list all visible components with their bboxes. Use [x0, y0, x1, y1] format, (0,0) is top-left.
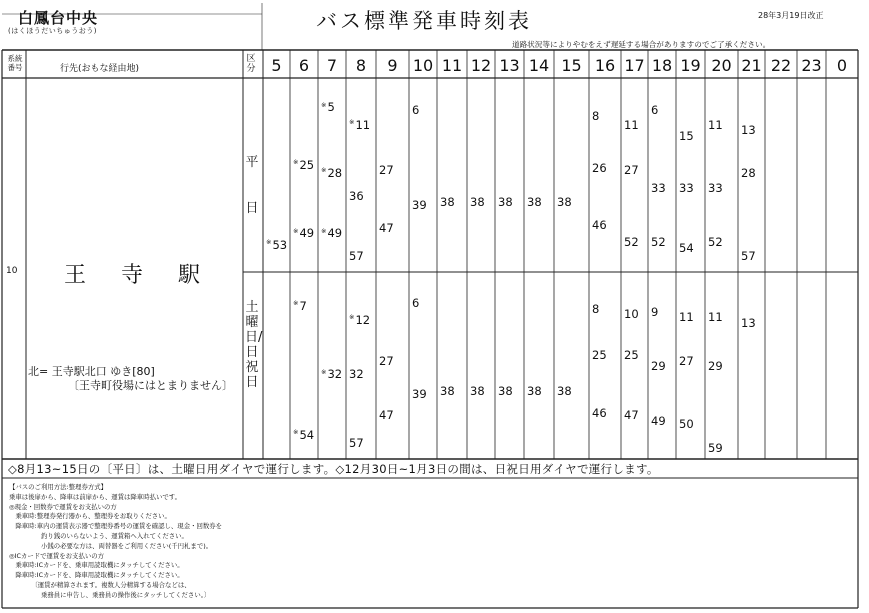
departure-minute: 33: [651, 180, 666, 195]
revision-date: 28年3月19日改正: [758, 11, 824, 20]
departure-17-52: [624, 235, 639, 249]
destination-header: 行先(おもな経由地): [60, 64, 140, 74]
departure-minute: 49: [651, 413, 666, 428]
departure-minute: 38: [527, 194, 542, 209]
departure-19-50: [679, 417, 694, 431]
departure-8-32: [349, 367, 364, 381]
departure-minute: 36: [349, 189, 364, 204]
departure-18-29: [651, 359, 666, 373]
note-mark: ※: [293, 427, 299, 436]
hour-header-17: 17: [624, 56, 645, 75]
departure-minute: 38: [470, 383, 485, 398]
note-mark: ※: [293, 226, 299, 235]
departure-minute: 12: [355, 312, 371, 327]
note-mark: ※: [293, 299, 299, 308]
departure-minute: 38: [498, 383, 513, 398]
departure-minute: 38: [527, 383, 542, 398]
hour-header-14: 14: [528, 56, 550, 75]
fare-info-line: 【バスのご利用方法:整理券方式】: [9, 483, 108, 491]
departure-20-29: [708, 359, 723, 373]
departure-17-47: [624, 408, 639, 422]
departure-minute: 10: [624, 307, 639, 322]
note-mark: ※: [321, 226, 327, 235]
departure-21-28: [741, 166, 756, 180]
departure-minute: 39: [412, 197, 427, 212]
departure-6-54: [293, 428, 314, 442]
departure-minute: 7: [299, 299, 307, 314]
departure-18-9: [651, 305, 658, 319]
departure-minute: 54: [299, 427, 315, 442]
departure-7-32: [321, 367, 342, 381]
departure-12-38: [470, 195, 485, 209]
departure-minute: 11: [679, 310, 694, 325]
departure-minute: 15: [679, 129, 694, 143]
hour-header-21: 21: [741, 56, 762, 75]
departure-minute: 52: [624, 235, 639, 250]
departure-minute: 25: [624, 348, 639, 363]
fare-info-line: 乗車は後扉から、降車は前扉から、運賃は降車時払いです。: [9, 492, 182, 501]
departure-16-25: [592, 348, 607, 362]
note-mark: ※: [266, 238, 272, 247]
departure-11-38: [440, 195, 455, 209]
stop-reading: (はくほうだいちゅうおう): [8, 27, 97, 35]
departure-minute: 29: [651, 359, 666, 374]
route-number: 10: [6, 266, 18, 276]
hour-header-12: 12: [470, 56, 492, 75]
departure-16-8: [592, 109, 599, 123]
departure-6-25: [293, 158, 314, 172]
departure-minute: 8: [592, 108, 600, 123]
departure-15-38: [557, 195, 572, 209]
departure-minute: 49: [327, 226, 343, 241]
departure-minute: 9: [651, 304, 659, 319]
via-line-2: 〔王寺町役場にはとまりません〕: [68, 379, 233, 392]
holiday-label: 土曜日/日祝日: [245, 300, 263, 390]
departure-18-49: [651, 414, 666, 428]
departure-minute: 47: [379, 220, 394, 235]
fare-info-line: 〔運賃が精算されます。複数人分精算する場合などは、: [9, 581, 191, 589]
departure-minute: 28: [741, 166, 756, 181]
departure-20-11: [708, 118, 723, 132]
hour-header-20: 20: [711, 56, 732, 75]
departure-12-38: [470, 384, 485, 398]
departure-13-38: [498, 384, 513, 398]
departure-17-25: [624, 348, 639, 362]
departure-minute: 32: [327, 367, 343, 382]
fare-info-line: ◎ICカードで運賃をお支払いの方: [9, 551, 105, 560]
departure-minute: 28: [327, 166, 343, 181]
departure-minute: 13: [741, 315, 756, 330]
hour-header-13: 13: [499, 56, 520, 75]
section-header: 区分: [246, 54, 256, 74]
departure-minute: 11: [355, 117, 371, 132]
via-line-1: 北= 王寺駅北口 ゆき[80]: [28, 365, 155, 378]
departure-19-15: [679, 129, 694, 143]
note-mark: ※: [321, 100, 327, 109]
departure-minute: 27: [679, 353, 694, 368]
route-number-header: 系統番号: [7, 54, 23, 72]
special-schedule-note: ◇8月13~15日の〔平日〕は、土曜日用ダイヤで運行します。◇12月30日~1月3日の間は、日祝日用ダイヤで運行します。: [8, 462, 659, 476]
fare-info-line: 降車時:ICカードを、降車用読取機にタッチしてください。: [9, 571, 184, 580]
departure-minute: 38: [557, 194, 572, 209]
departure-8-57: [349, 249, 364, 263]
fare-info-line: 乗務員に申告し、乗務員の操作後にタッチしてください。〕: [9, 590, 211, 599]
departure-minute: 47: [624, 408, 639, 423]
departure-minute: 33: [708, 180, 723, 195]
departure-10-6: [412, 296, 419, 310]
departure-minute: 26: [592, 160, 607, 175]
departure-minute: 8: [592, 301, 600, 316]
departure-9-47: [379, 221, 394, 235]
departure-minute: 54: [679, 240, 694, 255]
departure-minute: 25: [592, 348, 607, 363]
stop-name: 白鳳台中央: [18, 9, 99, 27]
departure-minute: 39: [412, 386, 427, 401]
hour-header-18: 18: [651, 56, 673, 75]
departure-minute: 46: [592, 405, 607, 420]
departure-8-11: [349, 118, 370, 132]
departure-minute: 46: [592, 217, 607, 232]
departure-17-27: [624, 163, 639, 177]
departure-minute: 38: [557, 383, 572, 398]
note-mark: ※: [349, 117, 355, 126]
fare-info-line: 釣り銭のいらないよう、運賃箱へ入れてください。: [9, 532, 188, 540]
note-mark: ※: [321, 166, 327, 175]
departure-minute: 47: [379, 408, 394, 423]
hour-header-11: 11: [441, 56, 463, 75]
departure-7-5: [321, 100, 335, 114]
destination-name: 王 寺 駅: [64, 263, 214, 288]
departure-18-33: [651, 181, 666, 195]
departure-minute: 33: [679, 180, 694, 195]
fare-info-line: ◎現金・回数券で運賃をお支払いの方: [9, 502, 117, 511]
hour-header-5: 5: [271, 56, 282, 75]
departure-11-38: [440, 384, 455, 398]
departure-minute: 53: [272, 237, 288, 252]
departure-20-11: [708, 310, 723, 324]
departure-10-39: [412, 387, 427, 401]
hour-header-6: 6: [298, 56, 310, 75]
departure-6-49: [293, 226, 314, 240]
departure-21-13: [741, 316, 756, 330]
departure-7-49: [321, 226, 342, 240]
departure-19-33: [679, 181, 694, 195]
departure-10-39: [412, 198, 427, 212]
departure-9-27: [379, 354, 394, 368]
departure-minute: 5: [327, 100, 335, 115]
note-mark: ※: [349, 312, 355, 321]
hour-header-8: 8: [355, 56, 367, 75]
departure-minute: 32: [349, 367, 364, 382]
departure-8-36: [349, 189, 364, 203]
departure-5-53: [266, 238, 287, 252]
departure-19-27: [679, 354, 694, 368]
departure-8-12: [349, 313, 370, 327]
hour-header-22: 22: [770, 56, 792, 75]
departure-7-28: [321, 166, 342, 180]
fare-info-line: 降車時:車内の運賃表示器で整理券番号の運賃を確認し、現金・回数券を: [9, 522, 223, 531]
hour-header-9: 9: [387, 56, 398, 75]
departure-minute: 49: [299, 226, 315, 241]
departure-14-38: [527, 384, 542, 398]
page-title: バス標準発車時刻表: [316, 9, 532, 33]
departure-minute: 11: [708, 117, 723, 132]
departure-minute: 38: [440, 194, 455, 209]
departure-minute: 11: [708, 310, 723, 325]
fare-info-line: 乗車時:整理券発行器から、整理券をお取りください。: [9, 512, 171, 521]
departure-minute: 27: [379, 163, 394, 178]
departure-16-46: [592, 218, 607, 232]
departure-21-57: [741, 249, 756, 263]
departure-20-52: [708, 235, 723, 249]
departure-minute: 52: [651, 235, 666, 250]
departure-minute: 38: [470, 194, 485, 209]
departure-minute: 29: [708, 359, 723, 374]
hour-header-15: 15: [561, 56, 582, 75]
departure-minute: 6: [412, 103, 420, 118]
note-mark: ※: [321, 367, 327, 376]
departure-minute: 57: [349, 435, 364, 450]
fare-info-line: 乗車時:ICカードを、乗車用読取機にタッチしてください。: [9, 561, 184, 570]
departure-8-57: [349, 436, 364, 450]
departure-minute: 50: [679, 416, 694, 431]
delay-notice: 道路状況等によりやむをえず遅延する場合がありますのでご了承ください。: [512, 40, 771, 49]
departure-minute: 52: [708, 235, 723, 250]
departure-19-54: [679, 241, 694, 255]
departure-minute: 13: [741, 123, 756, 138]
departure-15-38: [557, 384, 572, 398]
departure-20-59: [708, 441, 723, 455]
departure-17-11: [624, 118, 639, 132]
departure-minute: 38: [498, 194, 513, 209]
departure-9-47: [379, 408, 394, 422]
departure-21-13: [741, 123, 756, 137]
departure-16-46: [592, 406, 607, 420]
departure-minute: 27: [379, 353, 394, 368]
hour-header-23: 23: [801, 56, 822, 75]
departure-minute: 11: [624, 117, 639, 132]
departure-14-38: [527, 195, 542, 209]
hour-header-0: 0: [836, 56, 848, 75]
hour-header-7: 7: [326, 56, 338, 75]
departure-minute: 6: [412, 296, 420, 311]
departure-18-52: [651, 235, 666, 249]
fare-info-line: 小銭の必要な方は、両替器をご利用ください(千円札まで)。: [9, 541, 213, 550]
hour-header-10: 10: [412, 56, 434, 75]
departure-17-10: [624, 307, 639, 321]
departure-20-33: [708, 181, 723, 195]
departure-minute: 6: [651, 103, 659, 118]
departure-9-27: [379, 163, 394, 177]
departure-16-26: [592, 161, 607, 175]
hour-header-19: 19: [680, 56, 701, 75]
departure-16-8: [592, 302, 599, 316]
departure-19-11: [679, 310, 694, 324]
departure-minute: 57: [741, 249, 756, 264]
departure-minute: 59: [708, 441, 723, 456]
weekday-label: 平日: [245, 155, 259, 216]
hour-header-16: 16: [594, 56, 616, 75]
departure-13-38: [498, 195, 513, 209]
departure-minute: 27: [624, 163, 639, 178]
departure-6-7: [293, 299, 307, 313]
note-mark: ※: [293, 157, 299, 166]
departure-18-6: [651, 103, 658, 117]
departure-minute: 38: [440, 383, 455, 398]
departure-10-6: [412, 103, 419, 117]
departure-minute: 57: [349, 249, 364, 264]
departure-minute: 25: [299, 157, 315, 172]
